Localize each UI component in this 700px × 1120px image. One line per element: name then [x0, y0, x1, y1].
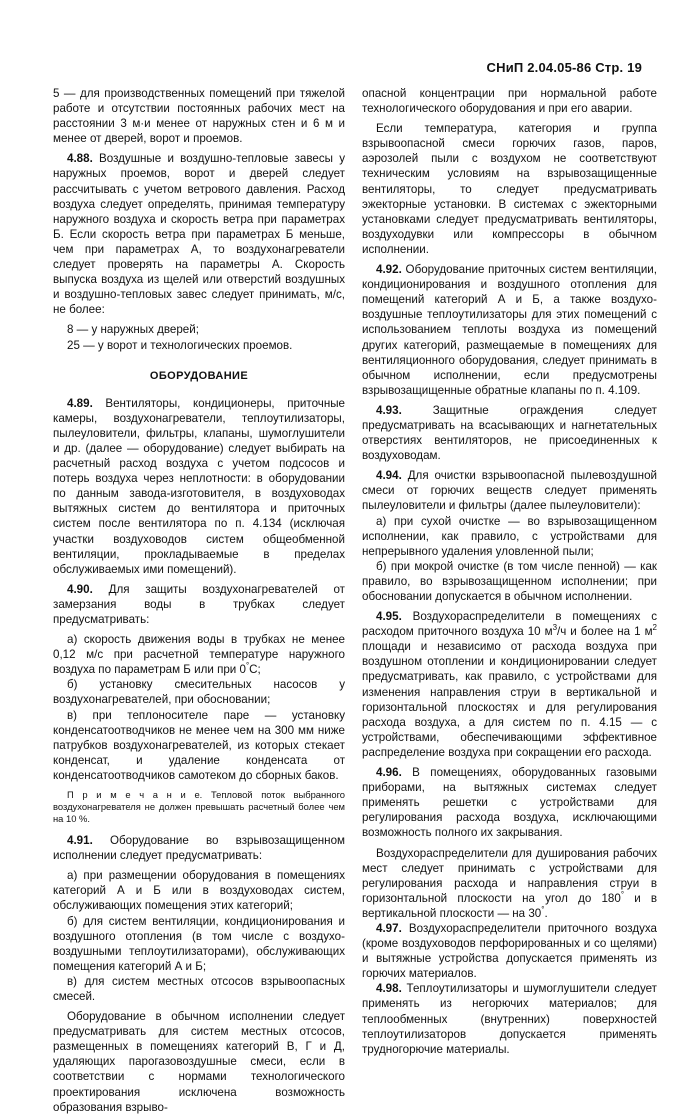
clause-text: Оборудование приточных систем вентиляции, кондиционирования и воздушного отопления для помещений категорий А и Б, а также воздухо-воздушные теплоутилизаторы для этих помещений с использованием теплоты воздуха из помещений других категорий, размещаемые в помещениях для вентиляционного оборудования, следует принимать в обычном исполнении, если предусмотрены взрывозащищенные обратные клапаны по п. 4.109.	[362, 263, 657, 397]
clause-text: Воздушные и воздушно-тепловые завесы у наружных проемов, ворот и дверей следует рассчитывать с учетом ветрового давления. Расход воздуха следует определять, принимая температуру наружного воздуха и скорость ветра при параметрах Б. Если скорость ветра при параметрах Б меньше, чем при параметрах А, то воздухонагреватели следует проверять на параметры А. Скорость выпуска воздуха из щелей или отверстий воздушных и воздушно-тепловых завес следует принимать, м/с, не более:	[53, 152, 345, 317]
superscript: °	[620, 889, 625, 899]
clause-text: Оборудование во взрывозащищенном исполнении следует предусматривать:	[53, 834, 345, 863]
clause-4-97	[362, 921, 657, 981]
clause-text: Для защиты воздухонагревателей от замерзания воды в трубках следует предусматривать:	[53, 582, 345, 626]
clause-4-90	[53, 582, 345, 627]
clause-4-89	[53, 396, 345, 577]
section-heading: ОБОРУДОВАНИЕ	[149, 369, 249, 382]
text-part: .	[544, 906, 548, 920]
paragraph: Если температура, категория и группа взрывоопасной смеси горючих газов, паров, аэрозолей пыли с воздухом не соответствуют техническим условиям на взрывозащищенные вентиляторы, то следует предусматривать эжекторные установки. В системах с эжекторными установками следует предусматривать вентиляторы, воздуходувки или компрессоры в обычном исполнении.	[362, 122, 657, 256]
superscript: 3	[552, 623, 558, 633]
right-column	[362, 86, 657, 1062]
clause-4-96	[362, 765, 657, 840]
list-item: 8 — у наружных дверей;	[67, 323, 199, 337]
superscript: 2	[652, 623, 657, 633]
clause-4-98	[362, 981, 657, 1056]
clause-text: В помещениях, оборудованных газовыми приборами, на вытяжных системах следует применять решетки с устройствами для регулирования расхода воздуха, исключающими возможность полного их закрывания.	[362, 766, 657, 840]
clause-number: 4.91.	[67, 834, 93, 848]
list-item: а) при размещении оборудования в помещениях категорий А и Б или в воздуховодах систем, обслуживающих помещения этих категорий;	[53, 869, 345, 913]
list-item: в) для систем местных отсосов взрывоопасных смесей.	[53, 974, 345, 1003]
paragraph: 5 — для производственных помещений при тяжелой работе и отсутствии постоянных рабочих мест на расстоянии 3 м·и менее от наружных стен и 6 м и менее от дверей, ворот и проемов.	[53, 87, 345, 146]
list-item: а) при сухой очистке — во взрывозащищенном исполнении, как правило, с устройствами для непрерывного удаления уловленной пыли;	[362, 514, 657, 558]
clause-text: Теплоутилизаторы и шумоглушители следует применять из негорючих материалов; для теплообменных (внутренних) поверхностей теплоутилизаторов допускается применять трудногорючие материалы.	[362, 982, 657, 1056]
text-part: Воздухораспределители для душирования рабочих мест следует принимать с устройствами для регулирования расхода и направления струи в горизонтальной плоскости на угол до 180	[362, 846, 657, 905]
clause-text: Защитные ограждения следует предусматривать на всасывающих и нагнетательных отверстиях вентиляторов, не присоединенных к воздуховодам.	[362, 403, 657, 463]
clause-text: Для очистки взрывоопасной пылевоздушной смеси от горючих веществ следует применять пылеуловители и фильтры (далее пылеуловители):	[362, 469, 657, 513]
clause-number: 4.96.	[376, 766, 402, 780]
clause-4-95	[362, 609, 657, 760]
paragraph: Оборудование в обычном исполнении следует предусматривать для систем местных отсосов, размещенных в помещениях категорий В, Г и Д, удаляющих парогазовоздушные смеси, если в соответствии с нормами технологического проектирования исключена возможность образования взрыво-	[53, 1010, 345, 1114]
paragraph: опасной концентрации при нормальной работе технологического оборудования и при его аварии.	[362, 87, 657, 116]
clause-text: Воздухораспределители приточного воздуха (кроме воздуховодов перфорированных и со щелями) и вытяжные устройства допускается применять из горючих материалов.	[362, 921, 657, 981]
clause-number: 4.98.	[376, 982, 402, 996]
list-item: б) установку смесительных насосов у воздухонагревателей, при обосновании;	[53, 678, 345, 707]
text-part: и в вертикальной плоскости — на 30	[362, 891, 657, 920]
clause-number: 4.95.	[376, 610, 402, 624]
text-part: площади и независимо от расхода воздуха при воздушном отоплении и кондиционировании следует предусматривать, как правило, с устройствами для изменения направления струи в вертикальной и горизонтальной плоскостях и для регулирования расхода воздуха, а для систем по п. 4.15 — с устройствами, обеспечивающими эффективное распределение воздуха при сокращении его расхода.	[362, 640, 657, 759]
clause-4-93	[362, 403, 657, 463]
clause-4-88	[53, 151, 345, 317]
text-part: /ч и более на 1 м	[557, 625, 653, 639]
list-item: в) при теплоносителе паре — установку конденсатоотводчиков не менее чем на 300 мм ниже патрубков воздухонагревателей, из которых стекает конденсат, и удаление конденсата от конденсатоотводчиков самотеком до сборных баков.	[53, 708, 345, 782]
clause-4-94	[362, 468, 657, 513]
list-item: б) для систем вентиляции, кондиционирования и воздушного отопления (в том числе с воздухо-воздушными теплоутилизаторами), обслуживающих помещения категорий А и Б;	[53, 914, 345, 973]
clause-number: 4.88.	[67, 152, 93, 166]
list-item: б) при мокрой очистке (в том числе пенной) — как правило, во взрывозащищенном исполнении; при обосновании допускается в обычном исполнении.	[362, 559, 657, 603]
clause-number: 4.90.	[67, 582, 93, 596]
paragraph	[362, 846, 657, 921]
text-part: Воздухораспределители в помещениях с расходом приточного воздуха 10 м	[362, 610, 657, 639]
superscript: °	[245, 661, 250, 671]
left-column	[53, 86, 345, 1120]
clause-number: 4.97.	[376, 921, 402, 935]
list-item: 25 — у ворот и технологических проемов.	[67, 338, 293, 352]
clause-text: Вентиляторы, кондиционеры, приточные камеры, воздухонагреватели, теплоутилизаторы, пылеуловители, фильтры, клапаны, шумоглушители и др. (далее — оборудование) следует выбирать на расчетный расход воздуха с учетом подсосов и потерь воздуха через неплотности: в оборудовании по данным завода-изготовителя, в воздуховодах вытяжных систем до вентилятора и приточных систем после вентилятора по п. 4.134 (исключая участки воздуховодов систем общеобменной вентиляции, прокладываемые в пределах обслуживаемых ими помещений).	[53, 396, 345, 576]
page-header: СНиП 2.04.05-86 Стр. 19	[486, 60, 642, 75]
text-part: С;	[249, 663, 261, 677]
clause-number: 4.94.	[376, 469, 402, 483]
clause-number: 4.89.	[67, 396, 93, 410]
clause-number: 4.92.	[376, 263, 402, 277]
clause-4-91	[53, 833, 345, 863]
note: П р и м е ч а н и е. Тепловой поток выбранного воздухонагревателя не должен превышать расчетный более чем на 10 %.	[53, 789, 345, 825]
clause-number: 4.93.	[376, 403, 402, 417]
text-part: а) скорость движения воды в трубках не менее 0,12 м/с при расчетной температуре наружного воздуха по параметрам Б или при 0	[53, 633, 345, 677]
clause-4-92	[362, 262, 657, 398]
superscript: °	[541, 905, 545, 915]
list-item	[53, 632, 345, 677]
